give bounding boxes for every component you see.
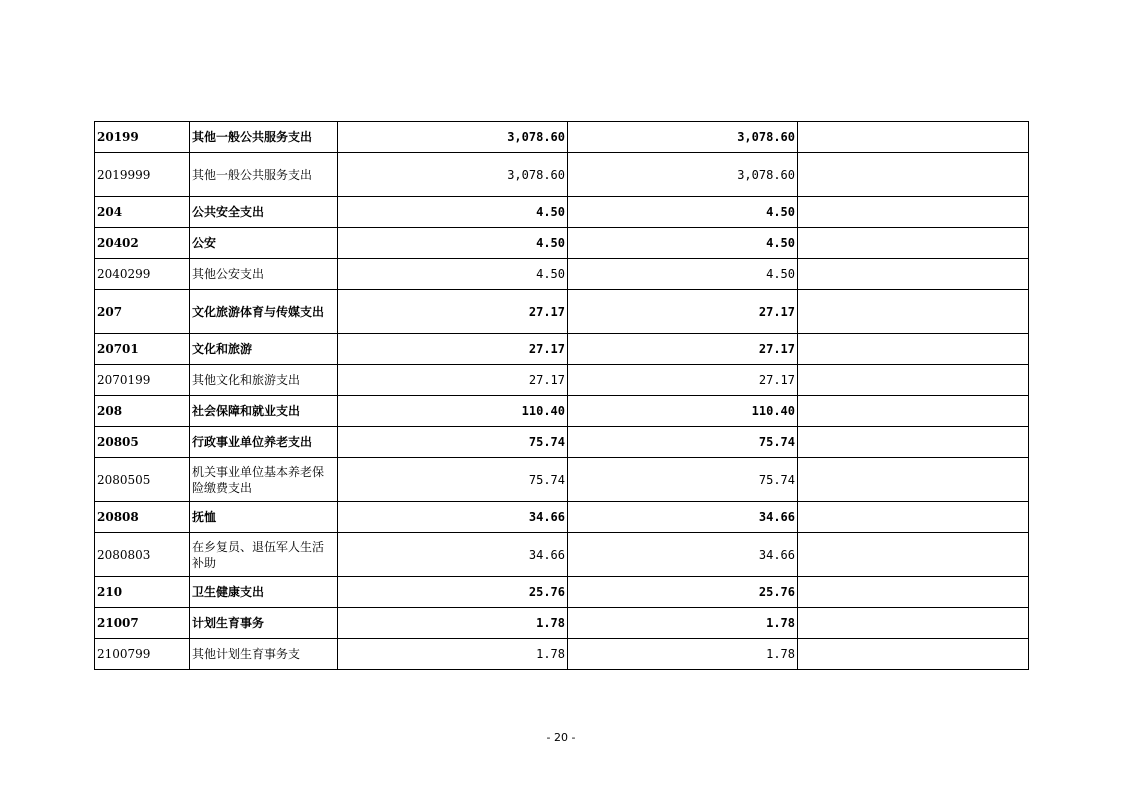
- value-cell: 34.66: [568, 533, 798, 577]
- code-cell: 2019999: [95, 153, 190, 197]
- name-cell: 其他一般公共服务支出: [190, 122, 338, 153]
- value-cell: [798, 427, 1029, 458]
- value-cell: 3,078.60: [338, 153, 568, 197]
- value-cell: 3,078.60: [568, 153, 798, 197]
- value-cell: [798, 458, 1029, 502]
- name-cell: 文化旅游体育与传媒支出: [190, 290, 338, 334]
- value-cell: 4.50: [338, 197, 568, 228]
- value-cell: 75.74: [338, 458, 568, 502]
- value-cell: 25.76: [338, 577, 568, 608]
- name-cell: 公共安全支出: [190, 197, 338, 228]
- code-cell: 2080505: [95, 458, 190, 502]
- value-cell: 1.78: [568, 639, 798, 670]
- value-cell: [798, 365, 1029, 396]
- value-cell: [798, 396, 1029, 427]
- value-cell: [798, 197, 1029, 228]
- value-cell: [798, 533, 1029, 577]
- value-cell: [798, 577, 1029, 608]
- value-cell: 4.50: [568, 197, 798, 228]
- name-cell: 其他公安支出: [190, 259, 338, 290]
- value-cell: 4.50: [338, 228, 568, 259]
- value-cell: 75.74: [338, 427, 568, 458]
- value-cell: 27.17: [568, 365, 798, 396]
- value-cell: [798, 228, 1029, 259]
- table-row: [95, 533, 1029, 577]
- table-row: [95, 122, 1029, 153]
- name-cell: 计划生育事务: [190, 608, 338, 639]
- value-cell: 4.50: [338, 259, 568, 290]
- table-row: [95, 608, 1029, 639]
- table-body: [95, 122, 1029, 670]
- table-row: [95, 639, 1029, 670]
- value-cell: 3,078.60: [338, 122, 568, 153]
- code-cell: 208: [95, 396, 190, 427]
- value-cell: [798, 290, 1029, 334]
- table-row: [95, 259, 1029, 290]
- code-cell: 2040299: [95, 259, 190, 290]
- value-cell: 27.17: [338, 365, 568, 396]
- name-cell: 在乡复员、退伍军人生活补助: [190, 533, 338, 577]
- value-cell: 27.17: [338, 334, 568, 365]
- code-cell: 2100799: [95, 639, 190, 670]
- table-row: [95, 458, 1029, 502]
- code-cell: 207: [95, 290, 190, 334]
- table-row: [95, 577, 1029, 608]
- name-cell: 其他计划生育事务支: [190, 639, 338, 670]
- name-cell: 文化和旅游: [190, 334, 338, 365]
- table-row: [95, 365, 1029, 396]
- code-cell: 210: [95, 577, 190, 608]
- value-cell: 75.74: [568, 458, 798, 502]
- code-cell: 20701: [95, 334, 190, 365]
- name-cell: 其他一般公共服务支出: [190, 153, 338, 197]
- name-cell: 行政事业单位养老支出: [190, 427, 338, 458]
- table-row: [95, 228, 1029, 259]
- value-cell: 34.66: [568, 502, 798, 533]
- name-cell: 社会保障和就业支出: [190, 396, 338, 427]
- value-cell: 25.76: [568, 577, 798, 608]
- value-cell: 4.50: [568, 259, 798, 290]
- budget-table: [94, 121, 1029, 670]
- page-number: - 20 -: [546, 731, 576, 744]
- code-cell: 20805: [95, 427, 190, 458]
- code-cell: 204: [95, 197, 190, 228]
- table-row: [95, 427, 1029, 458]
- value-cell: 3,078.60: [568, 122, 798, 153]
- table-row: [95, 197, 1029, 228]
- value-cell: 1.78: [338, 639, 568, 670]
- code-cell: 2070199: [95, 365, 190, 396]
- value-cell: 1.78: [338, 608, 568, 639]
- name-cell: 卫生健康支出: [190, 577, 338, 608]
- code-cell: 2080803: [95, 533, 190, 577]
- value-cell: [798, 608, 1029, 639]
- value-cell: [798, 639, 1029, 670]
- value-cell: [798, 502, 1029, 533]
- table-row: [95, 334, 1029, 365]
- name-cell: 机关事业单位基本养老保险缴费支出: [190, 458, 338, 502]
- value-cell: 27.17: [568, 334, 798, 365]
- table-row: [95, 153, 1029, 197]
- value-cell: 1.78: [568, 608, 798, 639]
- table-row: [95, 290, 1029, 334]
- code-cell: 21007: [95, 608, 190, 639]
- code-cell: 20808: [95, 502, 190, 533]
- name-cell: 公安: [190, 228, 338, 259]
- name-cell: 抚恤: [190, 502, 338, 533]
- value-cell: [798, 122, 1029, 153]
- table-row: [95, 396, 1029, 427]
- value-cell: 75.74: [568, 427, 798, 458]
- value-cell: 4.50: [568, 228, 798, 259]
- code-cell: 20199: [95, 122, 190, 153]
- value-cell: [798, 334, 1029, 365]
- table-row: [95, 502, 1029, 533]
- value-cell: 27.17: [568, 290, 798, 334]
- value-cell: [798, 259, 1029, 290]
- name-cell: 其他文化和旅游支出: [190, 365, 338, 396]
- value-cell: 34.66: [338, 533, 568, 577]
- value-cell: 110.40: [568, 396, 798, 427]
- code-cell: 20402: [95, 228, 190, 259]
- value-cell: 34.66: [338, 502, 568, 533]
- value-cell: 110.40: [338, 396, 568, 427]
- value-cell: 27.17: [338, 290, 568, 334]
- value-cell: [798, 153, 1029, 197]
